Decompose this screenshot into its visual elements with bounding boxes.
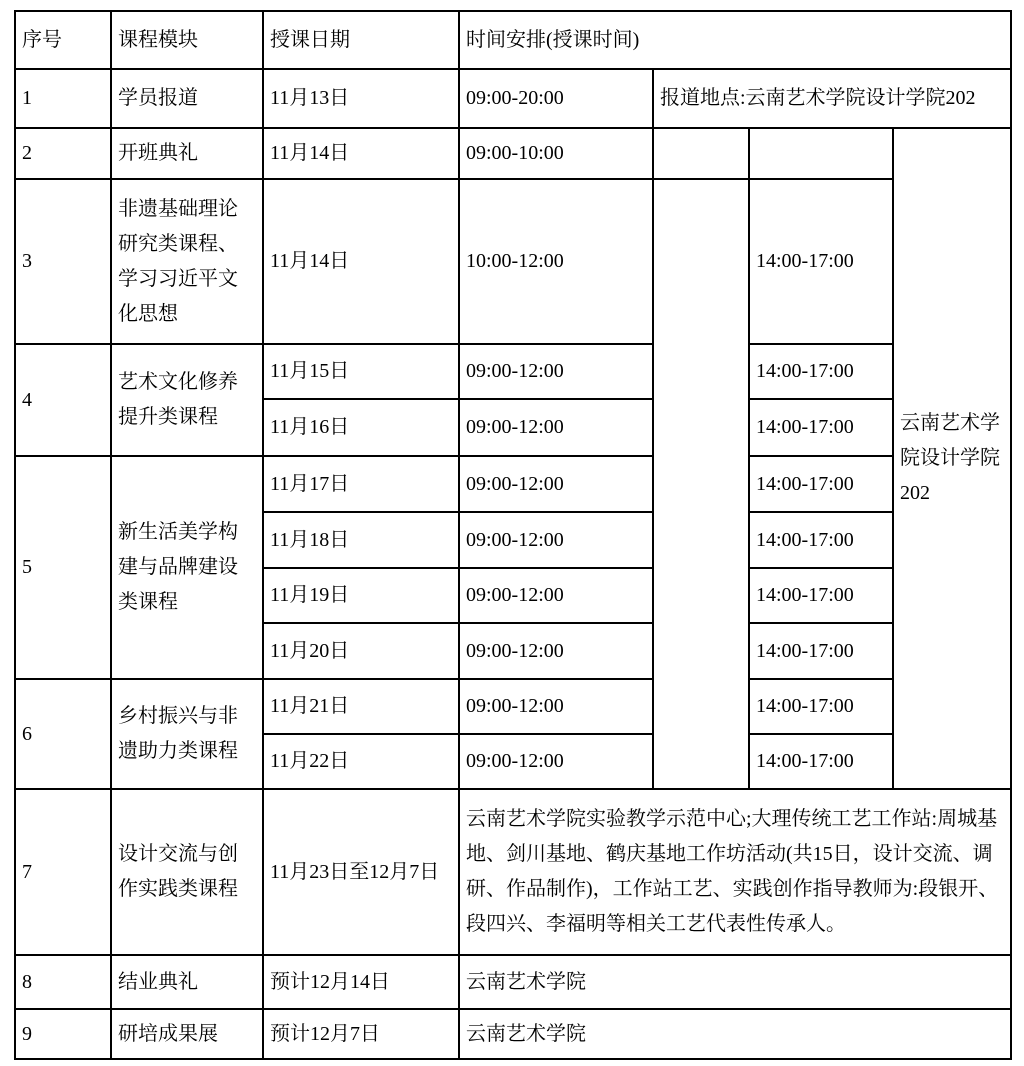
row7-note-cell: 云南艺术学院实验教学示范中心;大理传统工艺工作站:周城基地、剑川基地、鹤庆基地工作坊活动(共15日，设计交流、调研、作品制作)，工作站工艺、实践创作指导教师为:段银开、段四兴、李福明等相关工艺代表性传承人。 bbox=[459, 789, 1011, 955]
row7-date-cell: 11月23日至12月7日 bbox=[263, 789, 459, 955]
header-time-cell: 时间安排(授课时间) bbox=[459, 11, 1011, 69]
row3-morning-cell: 10:00-12:00 bbox=[459, 179, 653, 344]
schedule-sheet bbox=[14, 10, 1012, 1060]
row1-seq-cell: 1 bbox=[15, 69, 111, 128]
session-morning-cell: 09:00-12:00 bbox=[459, 456, 653, 512]
session-date-cell: 11月20日 bbox=[263, 623, 459, 679]
session-morning-cell: 09:00-12:00 bbox=[459, 512, 653, 568]
session-afternoon-cell: 14:00-17:00 bbox=[749, 512, 893, 568]
table-row bbox=[15, 128, 1011, 179]
row7-seq-cell: 7 bbox=[15, 789, 111, 955]
session-afternoon-cell: 14:00-17:00 bbox=[749, 344, 893, 399]
row9-date-cell: 预计12月7日 bbox=[263, 1009, 459, 1059]
session-morning-cell: 09:00-12:00 bbox=[459, 344, 653, 399]
row1-note-cell: 报道地点:云南艺术学院设计学院202 bbox=[653, 69, 1011, 128]
session-afternoon-cell: 14:00-17:00 bbox=[749, 399, 893, 456]
session-morning-cell: 09:00-12:00 bbox=[459, 623, 653, 679]
table-row bbox=[15, 179, 1011, 344]
schedule-table bbox=[14, 10, 1012, 1060]
row9-module-cell: 研培成果展 bbox=[111, 1009, 263, 1059]
row9-location-cell: 云南艺术学院 bbox=[459, 1009, 1011, 1059]
row2-afternoon-empty-cell bbox=[749, 128, 893, 179]
row4-module-cell: 艺术文化修养提升类课程 bbox=[111, 344, 263, 456]
row2-module-cell: 开班典礼 bbox=[111, 128, 263, 179]
row9-seq-cell: 9 bbox=[15, 1009, 111, 1059]
row2-midday-empty-cell bbox=[653, 128, 749, 179]
row2-date-cell: 11月14日 bbox=[263, 128, 459, 179]
row2-seq-cell: 2 bbox=[15, 128, 111, 179]
row3-date-cell: 11月14日 bbox=[263, 179, 459, 344]
row5-seq-cell: 5 bbox=[15, 456, 111, 679]
header-module-cell: 课程模块 bbox=[111, 11, 263, 69]
table-row bbox=[15, 344, 1011, 399]
table-row bbox=[15, 11, 1011, 69]
row3-module-cell: 非遗基础理论研究类课程、学习习近平文化思想 bbox=[111, 179, 263, 344]
row1-time-cell: 09:00-20:00 bbox=[459, 69, 653, 128]
session-date-cell: 11月22日 bbox=[263, 734, 459, 789]
row3-seq-cell: 3 bbox=[15, 179, 111, 344]
session-date-cell: 11月19日 bbox=[263, 568, 459, 623]
header-seq-cell: 序号 bbox=[15, 11, 111, 69]
row7-module-cell: 设计交流与创作实践类课程 bbox=[111, 789, 263, 955]
row4-seq-cell: 4 bbox=[15, 344, 111, 456]
session-date-cell: 11月18日 bbox=[263, 512, 459, 568]
session-afternoon-cell: 14:00-17:00 bbox=[749, 734, 893, 789]
session-date-cell: 11月15日 bbox=[263, 344, 459, 399]
row8-seq-cell: 8 bbox=[15, 955, 111, 1009]
session-morning-cell: 09:00-12:00 bbox=[459, 734, 653, 789]
table-row bbox=[15, 789, 1011, 955]
session-afternoon-cell: 14:00-17:00 bbox=[749, 456, 893, 512]
session-afternoon-cell: 14:00-17:00 bbox=[749, 679, 893, 734]
row3-afternoon-cell: 14:00-17:00 bbox=[749, 179, 893, 344]
venue-merged-cell: 云南艺术学院设计学院202 bbox=[893, 128, 1011, 789]
row8-location-cell: 云南艺术学院 bbox=[459, 955, 1011, 1009]
session-date-cell: 11月21日 bbox=[263, 679, 459, 734]
row5-module-cell: 新生活美学构建与品牌建设类课程 bbox=[111, 456, 263, 679]
table-row bbox=[15, 69, 1011, 128]
row1-date-cell: 11月13日 bbox=[263, 69, 459, 128]
row6-module-cell: 乡村振兴与非遗助力类课程 bbox=[111, 679, 263, 789]
row2-time-cell: 09:00-10:00 bbox=[459, 128, 653, 179]
row1-module-cell: 学员报道 bbox=[111, 69, 263, 128]
table-row bbox=[15, 679, 1011, 734]
session-morning-cell: 09:00-12:00 bbox=[459, 399, 653, 456]
midday-empty-merged-cell bbox=[653, 179, 749, 789]
row6-seq-cell: 6 bbox=[15, 679, 111, 789]
session-morning-cell: 09:00-12:00 bbox=[459, 568, 653, 623]
session-afternoon-cell: 14:00-17:00 bbox=[749, 623, 893, 679]
session-afternoon-cell: 14:00-17:00 bbox=[749, 568, 893, 623]
session-date-cell: 11月16日 bbox=[263, 399, 459, 456]
row8-module-cell: 结业典礼 bbox=[111, 955, 263, 1009]
session-date-cell: 11月17日 bbox=[263, 456, 459, 512]
table-row bbox=[15, 1009, 1011, 1059]
table-row bbox=[15, 456, 1011, 512]
row8-date-cell: 预计12月14日 bbox=[263, 955, 459, 1009]
session-morning-cell: 09:00-12:00 bbox=[459, 679, 653, 734]
table-row bbox=[15, 955, 1011, 1009]
header-date-cell: 授课日期 bbox=[263, 11, 459, 69]
